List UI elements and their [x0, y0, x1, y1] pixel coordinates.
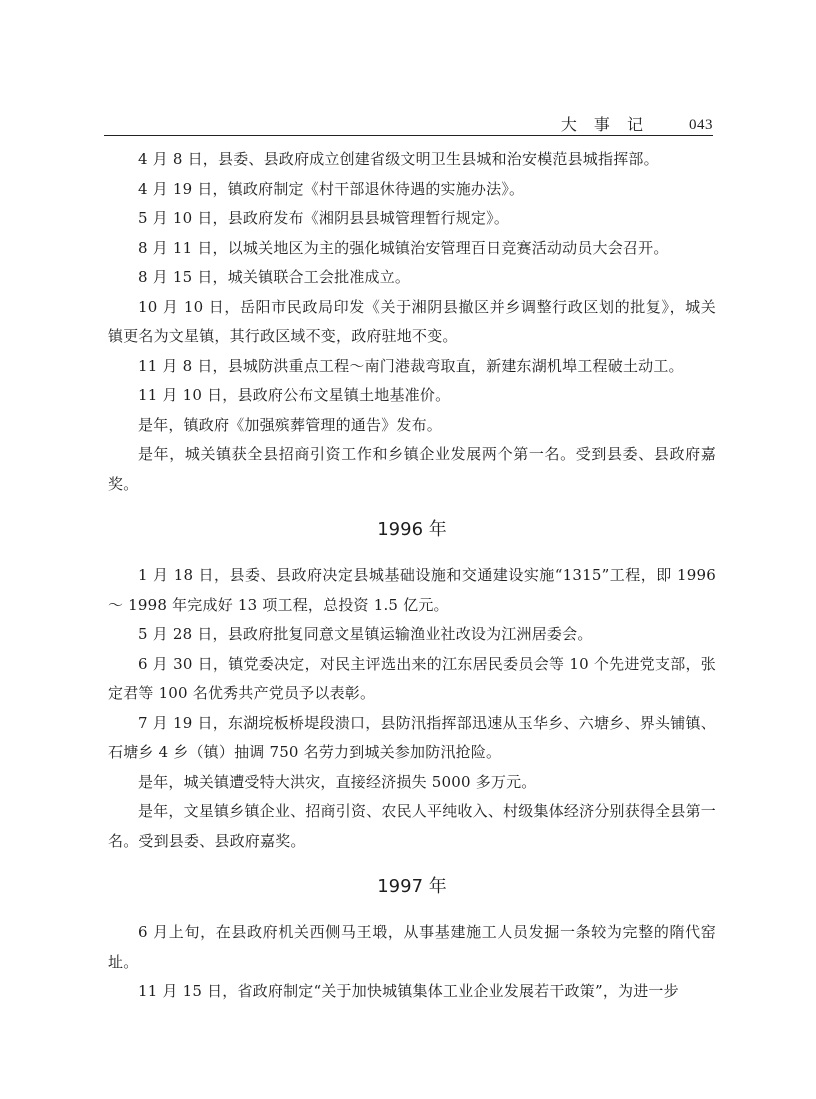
chronicle-entry: 7 月 19 日，东湖垸板桥堤段溃口，县防汛指挥部迅速从玉华乡、六塘乡、界头铺镇、石塘乡 4 乡（镇）抽调 750 名劳力到城关参加防汛抢险。	[108, 713, 716, 761]
header-rule	[104, 135, 713, 136]
year-heading-1997: 1997 年	[377, 876, 447, 897]
chronicle-entry: 11 月 8 日，县城防洪重点工程～南门港裁弯取直，新建东湖机埠工程破土动工。	[138, 356, 684, 375]
chronicle-entry: 5 月 10 日，县政府发布《湘阴县县城管理暂行规定》。	[138, 209, 510, 227]
running-header-title: 大 事 记	[560, 115, 649, 134]
chronicle-entry: 8 月 15 日，城关镇联合工会批准成立。	[138, 268, 411, 286]
chronicle-entry: 11 月 15 日，省政府制定“关于加快城镇集体工业企业发展若干政策”，为进一步	[138, 982, 679, 1000]
chronicle-entry: 6 月 30 日，镇党委决定，对民主评选出来的江东居民委员会等 10 个先进党支部，张定君等 100 名优秀共产党员予以表彰。	[108, 654, 716, 702]
chronicle-entry: 5 月 28 日，县政府批复同意文星镇运输渔业社改设为江洲居委会。	[138, 625, 593, 643]
chronicle-entry: 6 月上旬，在县政府机关西侧马王塅，从事基建施工人员发掘一条较为完整的隋代窑址。	[108, 923, 716, 971]
chronicle-entry: 是年，城关镇获全县招商引资工作和乡镇企业发展两个第一名。受到县委、县政府嘉奖。	[108, 445, 716, 493]
chronicle-entry: 11 月 10 日，县政府公布文星镇土地基准价。	[138, 386, 451, 404]
chronicle-entry: 是年，城关镇遭受特大洪灾，直接经济损失 5000 多万元。	[138, 772, 537, 791]
chronicle-entry: 是年，镇政府《加强殡葬管理的通告》发布。	[138, 415, 443, 434]
chronicle-entry: 是年，文星镇乡镇企业、招商引资、农民人平纯收入、村级集体经济分别获得全县第一名。受到县委、县政府嘉奖。	[108, 802, 716, 850]
page-number: 043	[689, 117, 713, 133]
chronicle-entry: 8 月 11 日，以城关地区为主的强化城镇治安管理百日竞赛活动动员大会召开。	[138, 238, 669, 257]
running-header	[104, 116, 713, 134]
page-body	[108, 145, 716, 1007]
chronicle-entry: 1 月 18 日，县委、县政府决定县城基础设施和交通建设实施“1315”工程，即 1996 ～ 1998 年完成好 13 项工程，总投资 1.5 亿元。	[108, 566, 716, 614]
chronicle-entry: 4 月 19 日，镇政府制定《村干部退休待遇的实施办法》。	[138, 179, 525, 198]
year-heading-1996: 1996 年	[377, 519, 447, 540]
chronicle-entry: 10 月 10 日，岳阳市民政局印发《关于湘阴县撤区并乡调整行政区划的批复》，城关镇更名为文星镇，其行政区域不变，政府驻地不变。	[108, 297, 716, 345]
chronicle-entry: 4 月 8 日，县委、县政府成立创建省级文明卫生县城和治安模范县城指挥部。	[138, 150, 659, 168]
